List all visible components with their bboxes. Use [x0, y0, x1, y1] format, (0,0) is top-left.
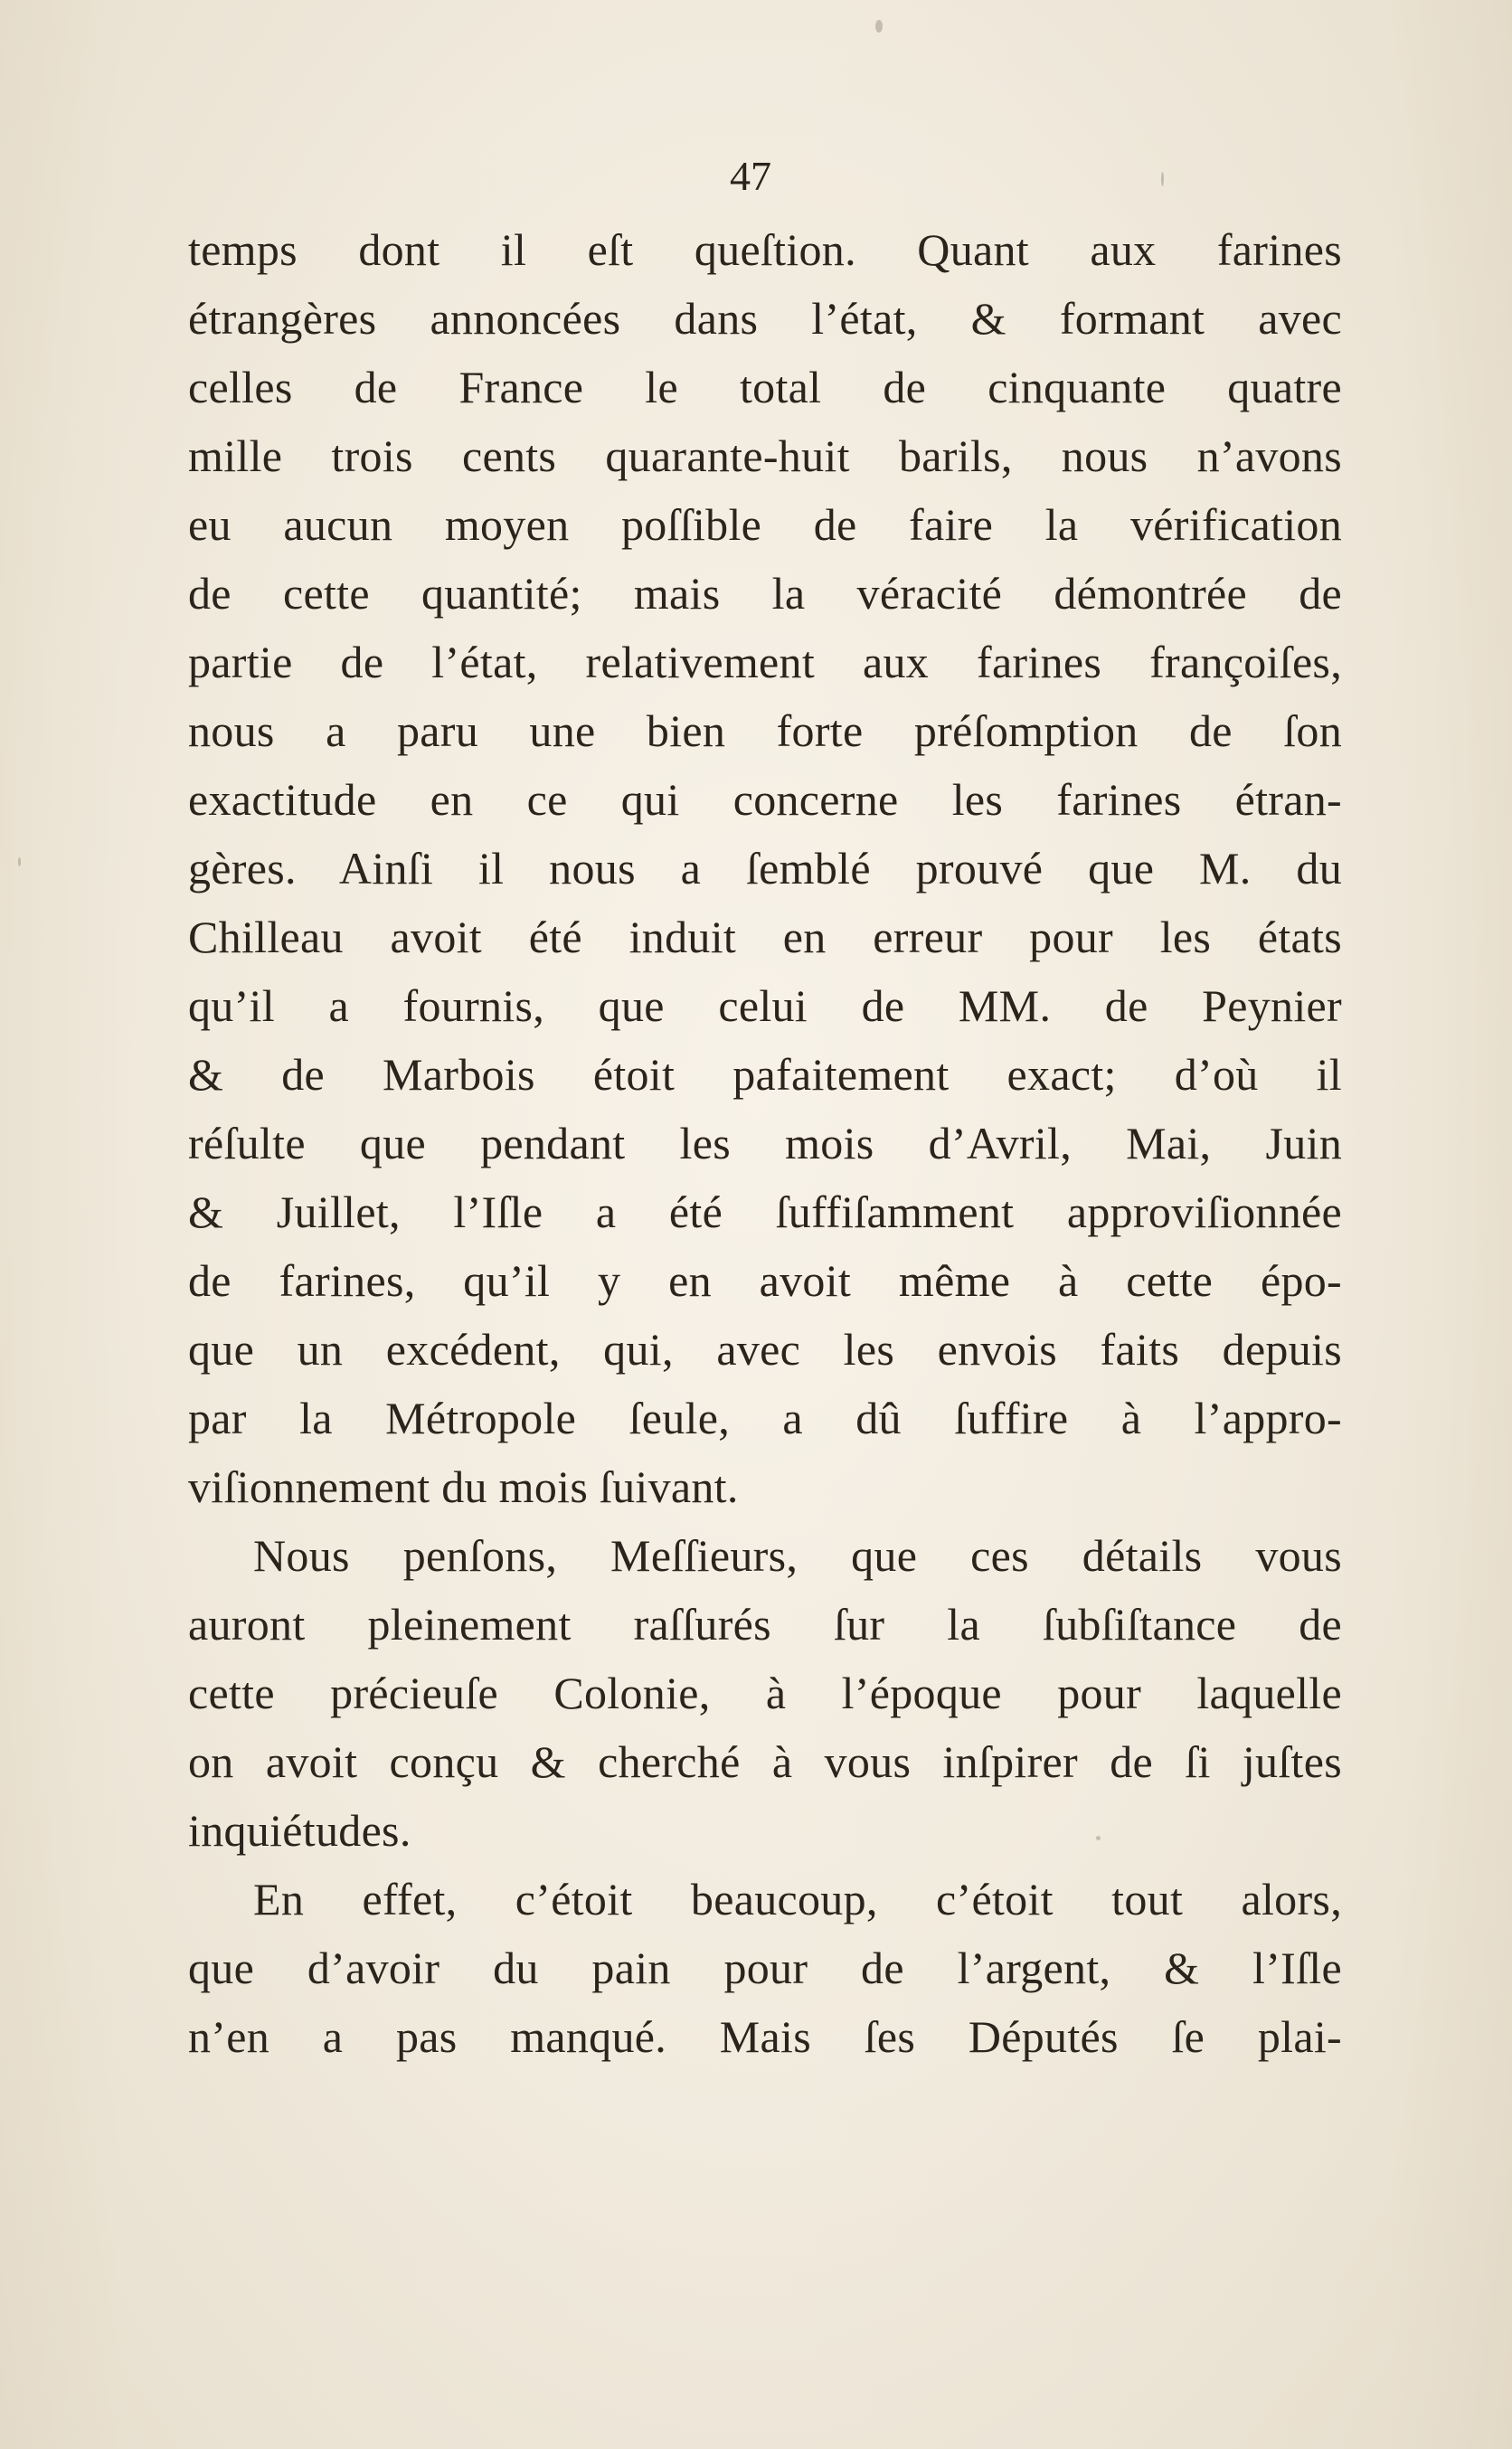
paragraph-end-line: inquiétudes.: [188, 1805, 411, 1856]
text-line: que un excédent, qui, avec les envois faits depuis: [188, 1324, 1342, 1375]
text-line: étrangères annoncées dans l’état, & formant avec: [188, 293, 1342, 344]
text-line: de farines, qu’il y en avoit même à cette épo-: [188, 1255, 1342, 1306]
text-line: cette précieuſe Colonie, à l’époque pour laquelle: [188, 1668, 1342, 1718]
page-number: 47: [730, 153, 771, 199]
text-line: n’en a pas manqué. Mais ſes Députés ſe plai-: [188, 2011, 1342, 2062]
paragraph-end-line: viſionnement du mois ſuivant.: [188, 1461, 739, 1512]
text-line: par la Métropole ſeule, a dû ſuffire à l’appro-: [188, 1393, 1342, 1443]
text-line: qu’il a fournis, que celui de MM. de Peynier: [188, 980, 1342, 1031]
paragraph-start-line: En effet, c’étoit beaucoup, c’étoit tout alors,: [253, 1874, 1342, 1924]
text-line: Chilleau avoit été induit en erreur pour les états: [188, 912, 1342, 962]
text-line: celles de France le total de cinquante quatre: [188, 362, 1342, 412]
text-line: auront pleinement raſſurés ſur la ſubſiſtance de: [188, 1599, 1342, 1650]
body-text: [188, 215, 1342, 2071]
text-line: gères. Ainſi il nous a ſemblé prouvé que M. du: [188, 843, 1342, 894]
text-line: nous a paru une bien forte préſomption de ſon: [188, 705, 1342, 756]
text-line: exactitude en ce qui concerne les farines étran-: [188, 774, 1342, 825]
text-line: & Juillet, l’Iſle a été ſuffiſamment approviſionnée: [188, 1187, 1342, 1237]
text-line: eu aucun moyen poſſible de faire la vérification: [188, 499, 1342, 550]
text-line: partie de l’état, relativement aux farines françoiſes,: [188, 637, 1342, 687]
paragraph-start-line: Nous penſons, Meſſieurs, que ces détails vous: [253, 1530, 1342, 1581]
text-line: que d’avoir du pain pour de l’argent, & l’Iſle: [188, 1943, 1342, 1993]
text-line: réſulte que pendant les mois d’Avril, Mai, Juin: [188, 1118, 1342, 1168]
text-line: on avoit conçu & cherché à vous inſpirer de ſi juſtes: [188, 1736, 1342, 1787]
text-line: & de Marbois étoit pafaitement exact; d’où il: [188, 1049, 1342, 1100]
paper-speck: [18, 857, 21, 866]
paper-speck: [875, 20, 883, 33]
text-line: temps dont il eſt queſtion. Quant aux farines: [188, 224, 1342, 275]
text-line: de cette quantité; mais la véracité démontrée de: [188, 568, 1342, 619]
text-line: mille trois cents quarante-huit barils, nous n’avons: [188, 430, 1342, 481]
